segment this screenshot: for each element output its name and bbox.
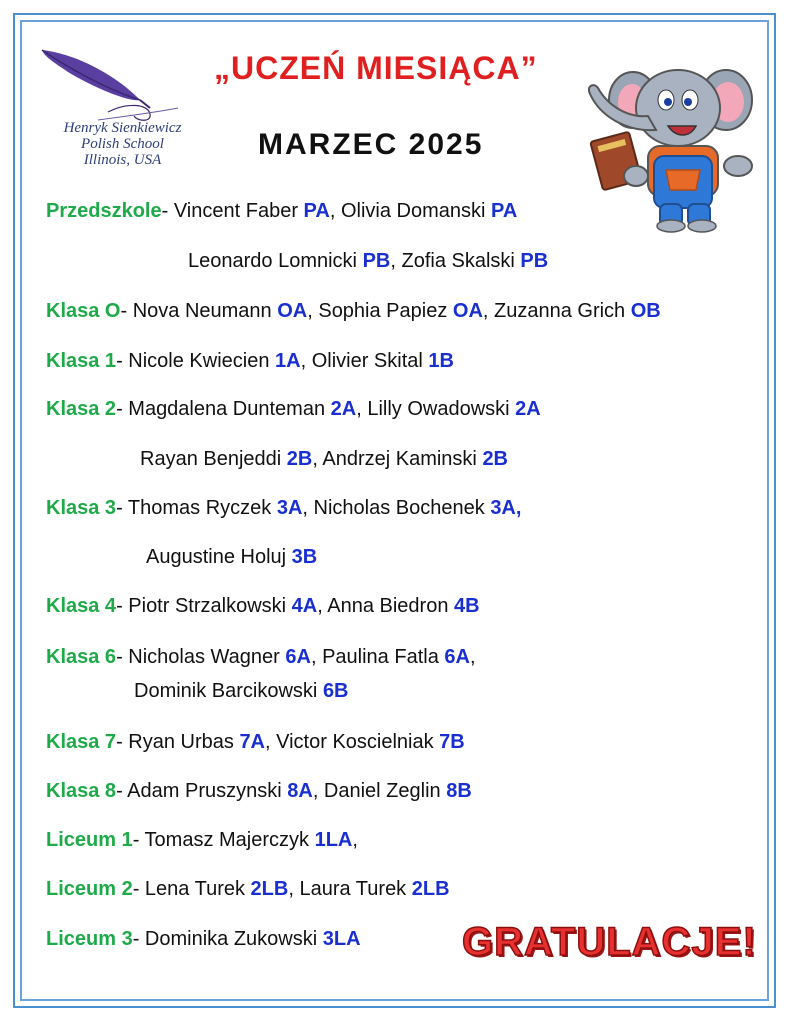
student-name: - Dominika Zukowski <box>132 928 323 950</box>
student-name: , Zuzanna Grich <box>482 300 631 322</box>
grade-label: Klasa 3 <box>46 497 117 519</box>
list-item <box>46 928 361 951</box>
class-code: 4A <box>291 595 318 617</box>
grade-label: Klasa 1 <box>46 350 117 372</box>
student-name: , Olivia Domanski <box>329 200 492 222</box>
class-code: PA <box>491 200 518 222</box>
student-name: , Zofia Skalski <box>390 250 521 272</box>
list-item <box>134 680 349 703</box>
grade-label: Klasa 6 <box>46 646 117 668</box>
list-item <box>46 878 450 901</box>
student-name: - Nicholas Wagner <box>116 646 286 668</box>
class-code: 4B <box>454 595 480 617</box>
list-item <box>46 780 472 803</box>
list-item <box>46 829 358 852</box>
student-name: - Adam Pruszynski <box>116 780 288 802</box>
class-code: 3B <box>291 546 318 568</box>
logo-line-2: Polish School <box>81 136 164 152</box>
grade-label: Liceum 1 <box>46 829 133 851</box>
list-item <box>46 398 541 421</box>
student-name: Rayan Benjeddi <box>140 448 287 470</box>
list-item <box>188 250 548 273</box>
student-name: , Andrzej Kaminski <box>312 448 483 470</box>
grade-label: Klasa O <box>46 300 121 322</box>
student-name: , Victor Koscielniak <box>265 731 440 753</box>
class-code: 2LB <box>411 878 450 900</box>
class-code: 6A <box>444 646 470 668</box>
student-name: - Nova Neumann <box>120 300 278 322</box>
grade-label: Klasa 4 <box>46 595 117 617</box>
class-code: 2LB <box>250 878 289 900</box>
school-logo-text <box>30 120 215 168</box>
list-item <box>46 731 465 754</box>
student-name: - Nicole Kwiecien <box>116 350 276 372</box>
grade-label: Klasa 7 <box>46 731 117 753</box>
class-code: 7B <box>439 731 465 753</box>
student-name: , <box>352 829 358 851</box>
student-name: Leonardo Lomnicki <box>188 250 363 272</box>
student-name: - Tomasz Majerczyk <box>132 829 315 851</box>
class-code: OB <box>630 300 661 322</box>
month-heading: MARZEC 2025 <box>258 128 484 161</box>
list-item <box>46 300 661 323</box>
student-name: Dominik Barcikowski <box>134 680 323 702</box>
list-item <box>146 546 317 569</box>
congratulations-text: GRATULACJE! <box>462 920 757 964</box>
student-name: , Nicholas Bochenek <box>302 497 491 519</box>
student-name: , Paulina Fatla <box>310 646 445 668</box>
class-code: PB <box>520 250 549 272</box>
list-item <box>46 497 521 520</box>
grade-label: Liceum 2 <box>46 878 133 900</box>
class-code: 8A <box>287 780 313 802</box>
class-code: PB <box>362 250 391 272</box>
class-code: 2A <box>515 398 541 420</box>
class-code: 8B <box>446 780 472 802</box>
class-code: 1B <box>428 350 454 372</box>
student-name: , <box>469 646 476 668</box>
student-name: , Anna Biedron <box>317 595 455 617</box>
grade-label: Przedszkole <box>46 200 162 222</box>
list-item <box>46 646 476 669</box>
student-name: , Lilly Owadowski <box>356 398 516 420</box>
student-name: , Sophia Papiez <box>307 300 453 322</box>
student-name: - Vincent Faber <box>161 200 304 222</box>
class-code: 3A <box>276 497 303 519</box>
class-code: 6B <box>322 680 349 702</box>
student-name: - Ryan Urbas <box>116 731 240 753</box>
class-code: 2B <box>482 448 509 470</box>
class-code: 6A <box>285 646 311 668</box>
class-code: OA <box>277 300 308 322</box>
class-code: 1A <box>275 350 301 372</box>
list-item <box>46 595 480 618</box>
elephant-mascot-icon <box>578 58 768 233</box>
class-code: 2B <box>286 448 313 470</box>
grade-label: Klasa 2 <box>46 398 117 420</box>
list-item <box>140 448 508 471</box>
logo-line-1: Henryk Sienkiewicz <box>63 120 182 136</box>
class-code: 7A <box>239 731 266 753</box>
list-item <box>46 200 517 223</box>
student-name: , Olivier Skital <box>300 350 429 372</box>
student-name: Augustine Holuj <box>146 546 292 568</box>
class-code: 2A <box>330 398 357 420</box>
class-code: 3A, <box>490 497 522 519</box>
student-name: - Thomas Ryczek <box>116 497 277 519</box>
student-name: , Daniel Zeglin <box>312 780 447 802</box>
class-code: OA <box>452 300 483 322</box>
student-name: - Magdalena Dunteman <box>116 398 331 420</box>
grade-label: Liceum 3 <box>46 928 133 950</box>
class-code: 3LA <box>322 928 361 950</box>
class-code: 1LA <box>314 829 353 851</box>
student-name: , Laura Turek <box>288 878 412 900</box>
student-name: - Lena Turek <box>132 878 251 900</box>
grade-label: Klasa 8 <box>46 780 117 802</box>
student-name: - Piotr Strzalkowski <box>116 595 292 617</box>
page-title: „UCZEŃ MIESIĄCA” <box>214 50 538 86</box>
logo-line-3: Illinois, USA <box>83 152 162 168</box>
class-code: PA <box>303 200 330 222</box>
list-item <box>46 350 454 373</box>
